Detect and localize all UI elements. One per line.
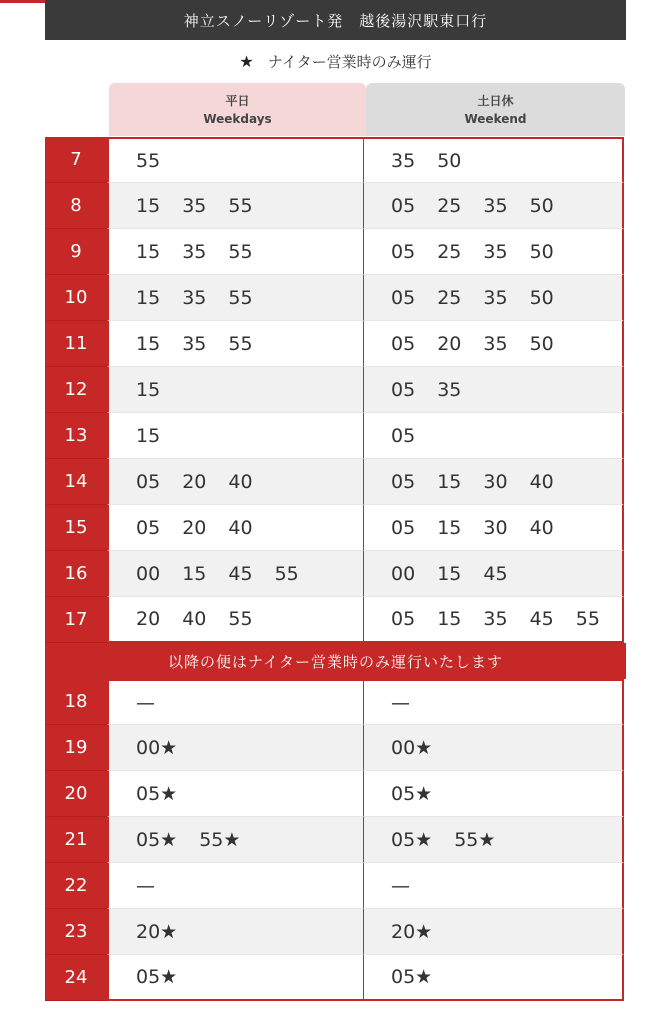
departure-minute: 30 xyxy=(483,470,508,493)
departure-minute: 45 xyxy=(529,608,554,630)
table-row xyxy=(45,597,626,643)
table-row xyxy=(45,459,626,505)
departure-minute: — xyxy=(391,691,410,714)
departure-minute: 15 xyxy=(182,562,207,585)
departure-minute: 20 xyxy=(136,608,161,630)
table-row xyxy=(45,817,626,863)
departure-minute: 50 xyxy=(529,240,554,263)
departure-minute: 50 xyxy=(529,332,554,355)
weekend-minutes-cell xyxy=(364,459,624,505)
departure-minute: 55 xyxy=(575,608,600,630)
weekday-minutes-cell xyxy=(107,229,364,275)
weekday-minutes-cell xyxy=(107,183,364,229)
weekend-minutes-cell xyxy=(364,275,624,321)
departure-minute: 40 xyxy=(228,516,253,539)
departure-minute: 20 xyxy=(437,332,462,355)
departure-minute: 50 xyxy=(529,286,554,309)
departure-minute: 05 xyxy=(391,608,416,630)
table-row xyxy=(45,183,626,229)
departure-minute: 05 xyxy=(391,516,416,539)
hour-cell: 15 xyxy=(45,505,107,551)
weekend-label-en: Weekend xyxy=(464,111,527,126)
departure-minute: — xyxy=(136,691,155,714)
departure-minute: 00 xyxy=(136,562,161,585)
weekend-minutes-cell xyxy=(364,679,624,725)
weekday-minutes-cell xyxy=(107,863,364,909)
weekend-minutes-cell xyxy=(364,413,624,459)
night-rows xyxy=(45,679,626,1001)
departure-minute: — xyxy=(136,874,155,897)
departure-minute: 05 xyxy=(391,378,416,401)
weekend-minutes-cell xyxy=(364,367,624,413)
departure-minute: 15 xyxy=(437,562,462,585)
table-row xyxy=(45,505,626,551)
weekday-minutes-cell xyxy=(107,679,364,725)
departure-minute: 05★ xyxy=(136,828,178,851)
departure-minute: 35 xyxy=(182,240,207,263)
departure-minute: 25 xyxy=(437,240,462,263)
weekday-minutes-cell xyxy=(107,955,364,1001)
hour-cell: 17 xyxy=(45,597,107,643)
star-icon: ★ xyxy=(239,51,254,71)
departure-minute: 35 xyxy=(391,149,416,172)
weekday-minutes-cell xyxy=(107,275,364,321)
hour-cell: 14 xyxy=(45,459,107,505)
departure-minute: 05 xyxy=(391,286,416,309)
departure-minute: 05★ xyxy=(391,966,433,988)
departure-minute: 55 xyxy=(228,194,253,217)
departure-minute: 55 xyxy=(274,562,299,585)
weekday-label-en: Weekdays xyxy=(203,111,272,126)
weekday-minutes-cell xyxy=(107,413,364,459)
departure-minute: 05 xyxy=(391,424,416,447)
departure-minute: 05★ xyxy=(391,828,433,851)
departure-minute: 05★ xyxy=(136,782,178,805)
hour-cell: 7 xyxy=(45,137,107,183)
weekend-minutes-cell xyxy=(364,551,624,597)
hour-cell: 23 xyxy=(45,909,107,955)
departure-minute: 05★ xyxy=(391,782,433,805)
table-row xyxy=(45,771,626,817)
departure-minute: 05 xyxy=(391,470,416,493)
departure-minute: 15 xyxy=(437,470,462,493)
table-row xyxy=(45,551,626,597)
table-row xyxy=(45,725,626,771)
departure-minute: 55 xyxy=(228,286,253,309)
weekend-minutes-cell xyxy=(364,817,624,863)
departure-minute: 35 xyxy=(483,286,508,309)
weekday-minutes-cell xyxy=(107,367,364,413)
hour-cell: 12 xyxy=(45,367,107,413)
departure-minute: 35 xyxy=(437,378,462,401)
departure-minute: 05 xyxy=(391,194,416,217)
departure-minute: 15 xyxy=(136,194,161,217)
departure-minute: 20★ xyxy=(391,920,433,943)
table-row xyxy=(45,229,626,275)
hour-cell: 19 xyxy=(45,725,107,771)
departure-minute: 40 xyxy=(228,470,253,493)
departure-minute: 30 xyxy=(483,516,508,539)
weekend-minutes-cell xyxy=(364,955,624,1001)
hour-cell: 16 xyxy=(45,551,107,597)
departure-minute: 55★ xyxy=(199,828,241,851)
weekend-label-jp: 土日休 xyxy=(477,93,514,108)
departure-minute: 45 xyxy=(483,562,508,585)
departure-minute: 15 xyxy=(136,286,161,309)
departure-minute: 55 xyxy=(228,332,253,355)
weekend-minutes-cell xyxy=(364,725,624,771)
hour-cell: 9 xyxy=(45,229,107,275)
route-to: 越後湯沢駅東口行 xyxy=(359,11,488,30)
hour-cell: 21 xyxy=(45,817,107,863)
departure-minute: 35 xyxy=(483,608,508,630)
weekday-column-header xyxy=(109,83,366,136)
departure-minute: 15 xyxy=(437,608,462,630)
weekend-minutes-cell xyxy=(364,863,624,909)
weekday-minutes-cell xyxy=(107,321,364,367)
table-row xyxy=(45,863,626,909)
weekend-minutes-cell xyxy=(364,137,624,183)
table-row xyxy=(45,275,626,321)
departure-minute: 20★ xyxy=(136,920,178,943)
weekend-minutes-cell xyxy=(364,183,624,229)
departure-minute: 05★ xyxy=(136,966,178,988)
weekday-minutes-cell xyxy=(107,551,364,597)
departure-minute: 15 xyxy=(136,378,161,401)
departure-minute: 35 xyxy=(182,286,207,309)
departure-minute: 40 xyxy=(529,516,554,539)
departure-minute: 35 xyxy=(483,240,508,263)
departure-minute: 20 xyxy=(182,470,207,493)
departure-minute: 25 xyxy=(437,194,462,217)
weekend-minutes-cell xyxy=(364,321,624,367)
departure-minute: 05 xyxy=(136,516,161,539)
table-row xyxy=(45,955,626,1001)
hour-cell: 24 xyxy=(45,955,107,1001)
weekend-minutes-cell xyxy=(364,597,624,643)
timetable xyxy=(45,137,626,1001)
table-row xyxy=(45,321,626,367)
night-service-legend xyxy=(0,48,671,74)
departure-minute: 15 xyxy=(136,424,161,447)
hour-cell: 18 xyxy=(45,679,107,725)
departure-minute: 55★ xyxy=(454,828,496,851)
weekend-minutes-cell xyxy=(364,505,624,551)
weekday-minutes-cell xyxy=(107,597,364,643)
weekend-minutes-cell xyxy=(364,771,624,817)
departure-minute: 15 xyxy=(136,240,161,263)
hour-cell: 11 xyxy=(45,321,107,367)
departure-minute: 15 xyxy=(136,332,161,355)
legend-text: ナイター営業時のみ運行 xyxy=(267,52,432,71)
night-service-banner: 以降の便はナイター営業時のみ運行いたします xyxy=(45,643,626,679)
weekday-minutes-cell xyxy=(107,771,364,817)
departure-minute: 00★ xyxy=(391,736,433,759)
table-row xyxy=(45,137,626,183)
weekday-minutes-cell xyxy=(107,137,364,183)
route-title-bar xyxy=(45,0,626,40)
weekend-column-header xyxy=(366,83,625,136)
departure-minute: 35 xyxy=(182,332,207,355)
weekday-minutes-cell xyxy=(107,725,364,771)
weekday-minutes-cell xyxy=(107,817,364,863)
table-row xyxy=(45,679,626,725)
weekend-minutes-cell xyxy=(364,909,624,955)
day-rows xyxy=(45,137,626,643)
departure-minute: 50 xyxy=(529,194,554,217)
weekday-minutes-cell xyxy=(107,459,364,505)
hour-cell: 22 xyxy=(45,863,107,909)
weekday-minutes-cell xyxy=(107,505,364,551)
departure-minute: 55 xyxy=(228,240,253,263)
hour-cell: 8 xyxy=(45,183,107,229)
hour-cell: 20 xyxy=(45,771,107,817)
table-row xyxy=(45,909,626,955)
weekday-label-jp: 平日 xyxy=(225,93,250,108)
departure-minute: 55 xyxy=(136,149,161,172)
table-row xyxy=(45,413,626,459)
route-from: 神立スノーリゾート発 xyxy=(183,11,344,30)
departure-minute: 05 xyxy=(391,240,416,263)
weekend-minutes-cell xyxy=(364,229,624,275)
departure-minute: 15 xyxy=(437,516,462,539)
departure-minute: 45 xyxy=(228,562,253,585)
hour-cell: 13 xyxy=(45,413,107,459)
departure-minute: 05 xyxy=(136,470,161,493)
departure-minute: 35 xyxy=(483,332,508,355)
table-row xyxy=(45,367,626,413)
weekday-minutes-cell xyxy=(107,909,364,955)
departure-minute: 40 xyxy=(529,470,554,493)
departure-minute: — xyxy=(391,874,410,897)
departure-minute: 20 xyxy=(182,516,207,539)
departure-minute: 05 xyxy=(391,332,416,355)
departure-minute: 50 xyxy=(437,149,462,172)
hour-cell: 10 xyxy=(45,275,107,321)
departure-minute: 55 xyxy=(228,608,253,630)
departure-minute: 00★ xyxy=(136,736,178,759)
departure-minute: 25 xyxy=(437,286,462,309)
departure-minute: 35 xyxy=(182,194,207,217)
departure-minute: 35 xyxy=(483,194,508,217)
departure-minute: 00 xyxy=(391,562,416,585)
departure-minute: 40 xyxy=(182,608,207,630)
